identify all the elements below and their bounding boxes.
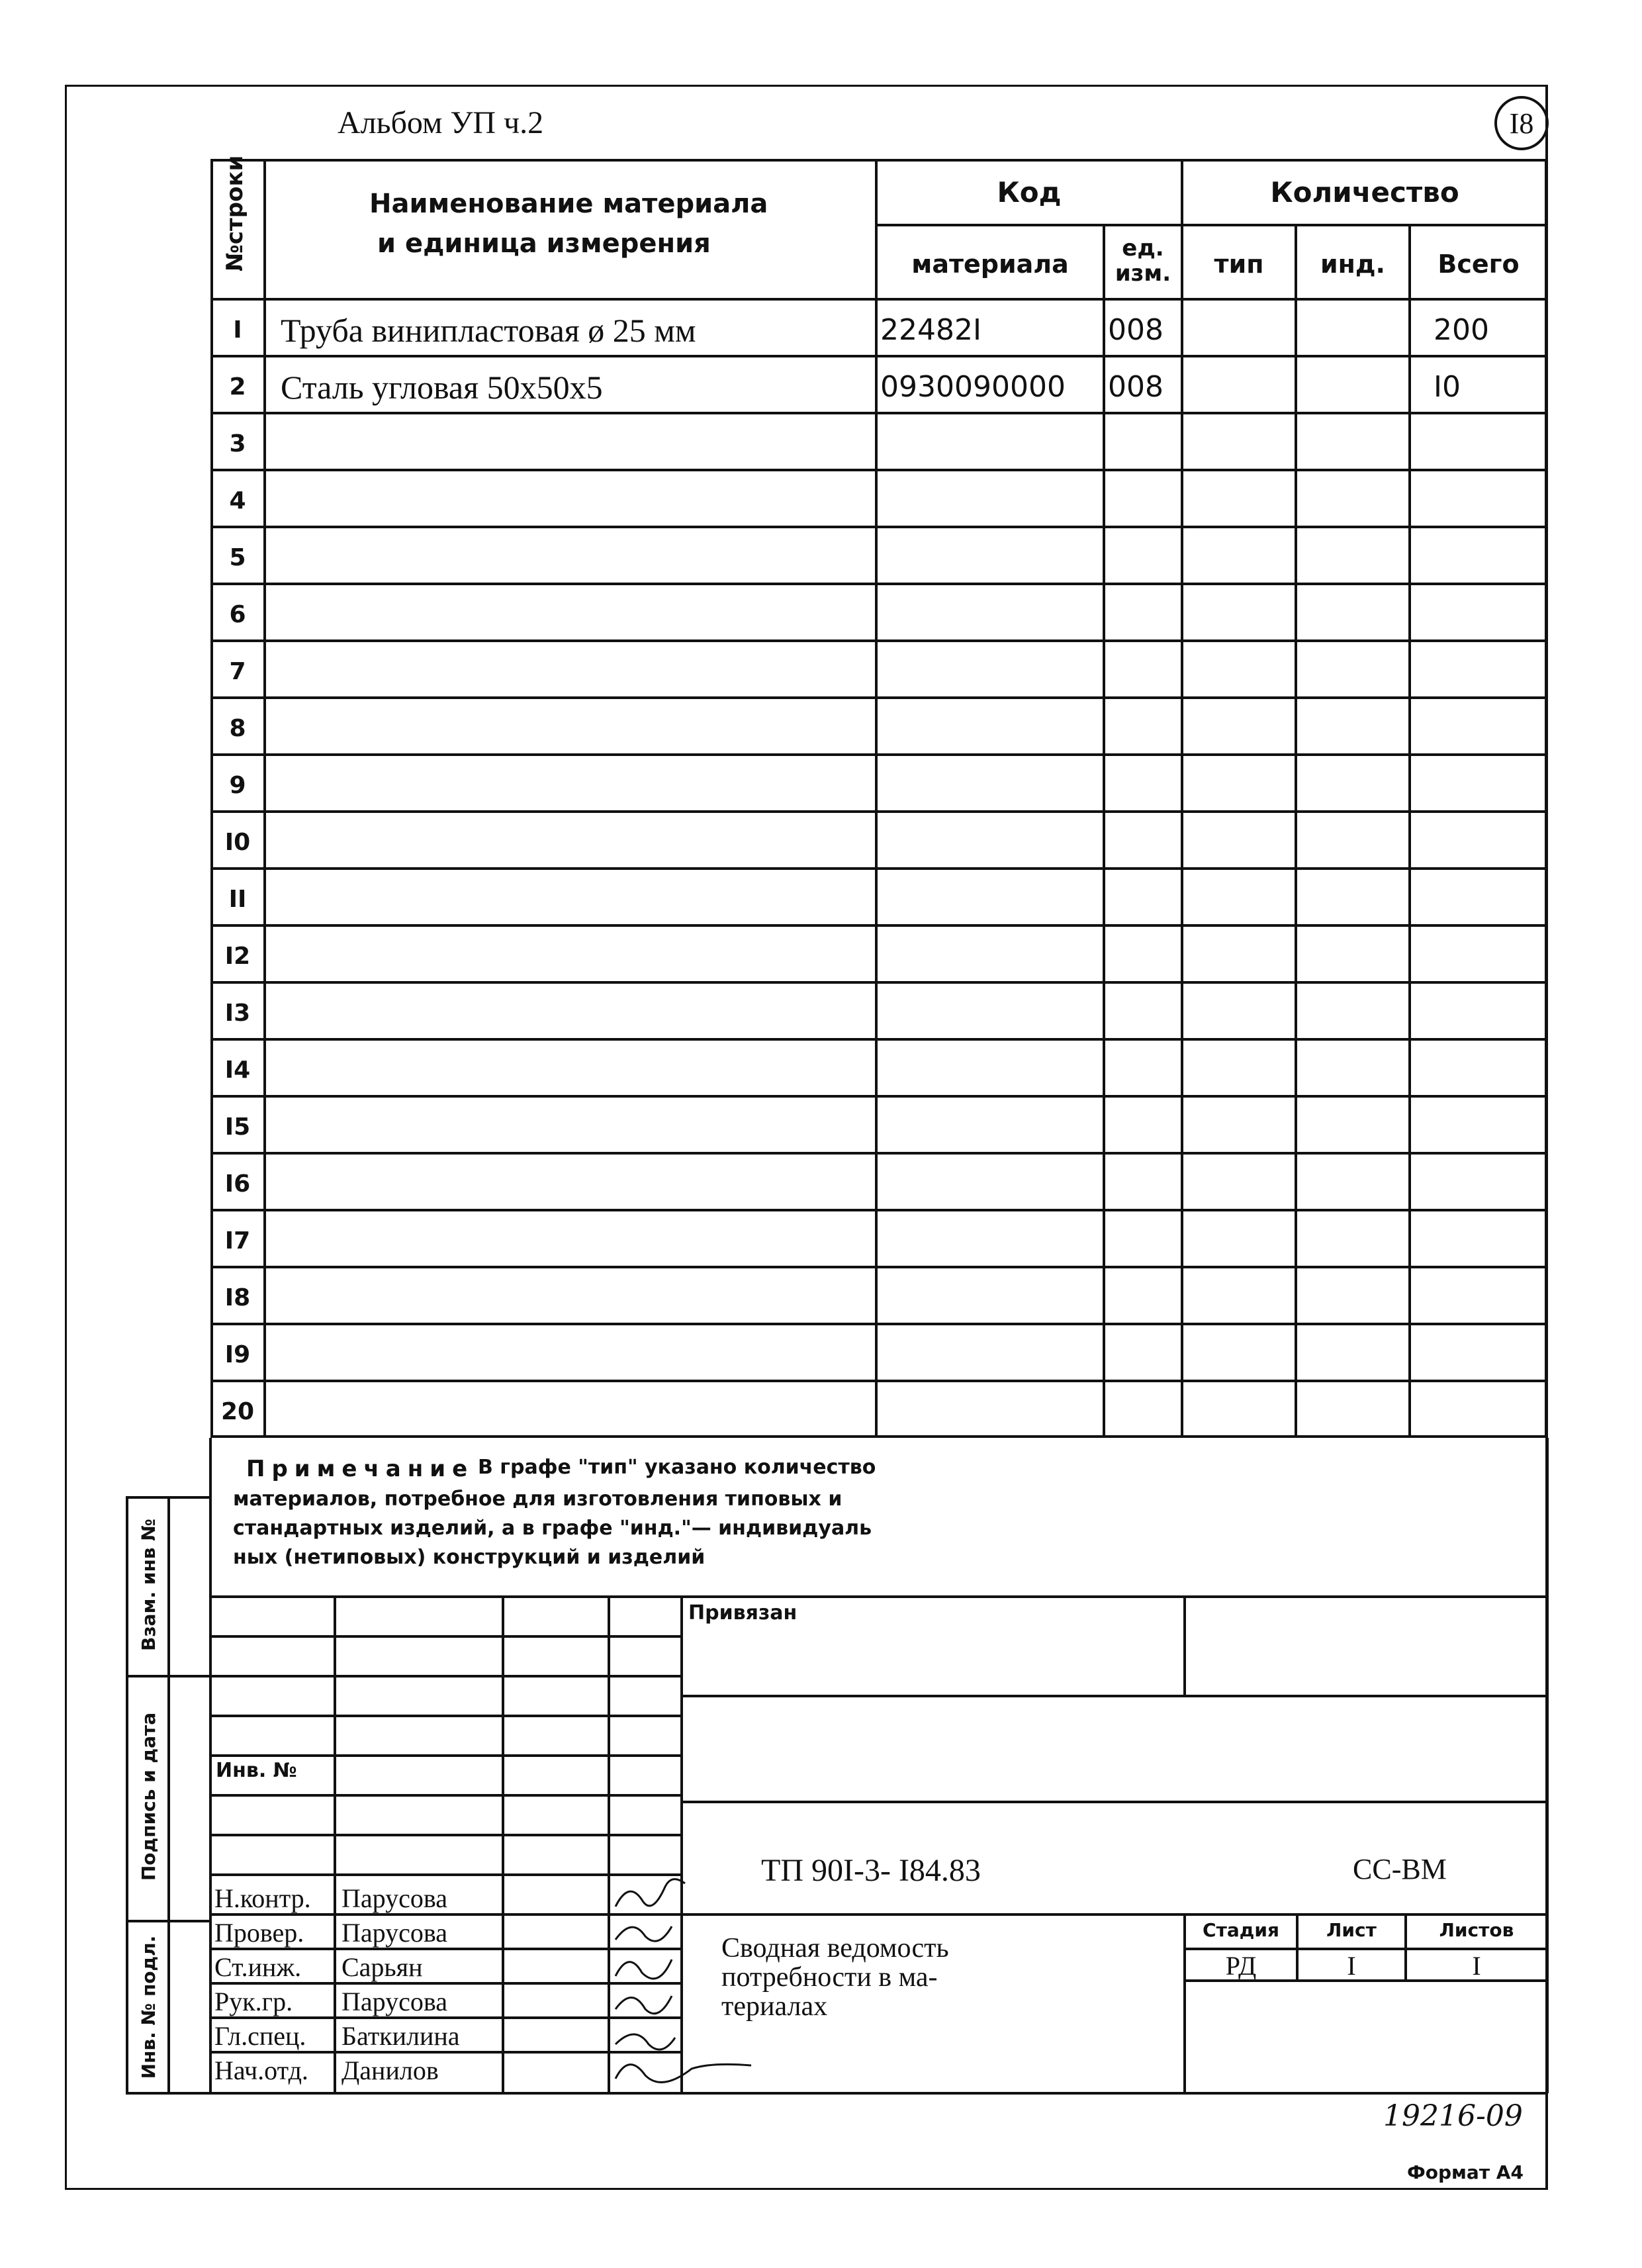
signer-role: Гл.спец. [214,2021,306,2051]
sheets-value: I [1472,1951,1481,1981]
signer-name: Парусова [342,1883,447,1913]
cell-num: I [233,316,242,344]
stage-label: Стадия [1203,1919,1279,1941]
signer-name: Данилов [342,2055,439,2085]
cell-num: I5 [224,1113,251,1141]
document-title-line2: потребности в ма- [721,1962,938,1993]
header-unit-line2: изм. [1115,260,1171,287]
header-type: тип [1214,250,1264,279]
stage-value: РД [1225,1951,1257,1981]
note-line1: В графе "тип" указано количество [478,1456,876,1479]
inv-no-label: Инв. № [216,1759,297,1782]
cell-num: I8 [224,1284,251,1311]
cell-num: 5 [229,544,246,571]
header-name-line2: и единица измерения [377,228,711,259]
side-label-podpis: Подпись и дата [138,1712,160,1881]
signer-name: Баткилина [342,2021,460,2051]
signer-role: Провер. [214,1918,304,1948]
cell-num: I3 [224,1000,251,1027]
format-label: Формат А4 [1407,2161,1524,2183]
cell-num: I4 [224,1057,251,1084]
note-line2: материалов, потребное для изготовления типовых и [233,1488,843,1511]
sheet-label: Лист [1326,1919,1377,1941]
cell-num: I2 [224,943,251,970]
cell-num: I7 [224,1227,251,1254]
signer-role: Н.контр. [214,1883,311,1913]
document-title-line3: териалах [721,1991,828,2022]
cell-num: I6 [224,1170,251,1198]
signer-role: Нач.отд. [214,2055,308,2085]
cell-num: 9 [229,772,246,799]
cell-name: Труба винипластовая ø 25 мм [281,312,696,349]
signer-name: Парусова [342,1918,447,1948]
cell-total: I0 [1434,370,1461,404]
cell-num: 2 [229,373,246,401]
header-material: материала [911,250,1069,279]
document-code: ТП 90I-3- I84.83 [761,1853,981,1888]
header-unit-line1: ед. [1122,235,1164,261]
cell-num: 3 [229,430,246,457]
note-line3: стандартных изделий, а в графе "инд."— индивидуаль [233,1517,872,1540]
cell-code: 0930090000 [880,370,1066,404]
cell-num: I0 [224,829,251,856]
document-mark: СС-ВМ [1353,1853,1447,1885]
header-ind: инд. [1320,250,1385,279]
header-quantity: Количество [1270,176,1459,209]
signer-name: Парусова [342,1987,447,2016]
cell-num: 20 [220,1398,255,1425]
header-total: Всего [1437,250,1520,279]
side-label-inv-podl: Инв. № подл. [138,1935,160,2079]
cell-num: I9 [224,1341,251,1368]
privyazan-label: Привязан [688,1601,798,1625]
cell-name: Сталь угловая 50х50х5 [281,369,603,406]
signer-role: Рук.гр. [214,1987,293,2016]
document-title-line1: Сводная ведомость [721,1933,949,1963]
handwritten-number: 19216-09 [1383,2099,1523,2133]
note-line4: ных (нетиповых) конструкций и изделий [233,1546,706,1569]
note-label: Примечание [246,1456,475,1482]
sheet-value: I [1347,1951,1356,1981]
cell-num: 4 [229,487,246,514]
cell-num: II [228,886,247,913]
cell-num: 6 [229,601,246,628]
header-row-num: №строки [222,155,248,271]
sheet-number: I8 [1509,107,1534,140]
header-code: Код [997,176,1062,209]
cell-unit: 008 [1108,370,1163,404]
side-label-vzam: Взам. инв № [138,1519,160,1651]
cell-code: 22482I [880,313,981,347]
sheets-label: Листов [1439,1919,1514,1941]
signer-name: Сарьян [342,1952,423,1982]
album-title: Альбом УП ч.2 [338,105,544,140]
header-name-line1: Наименование материала [369,189,768,219]
signer-role: Ст.инж. [214,1952,302,1982]
cell-num: 8 [229,715,246,742]
cell-unit: 008 [1108,313,1163,347]
cell-total: 200 [1434,313,1489,347]
cell-num: 7 [229,658,246,685]
